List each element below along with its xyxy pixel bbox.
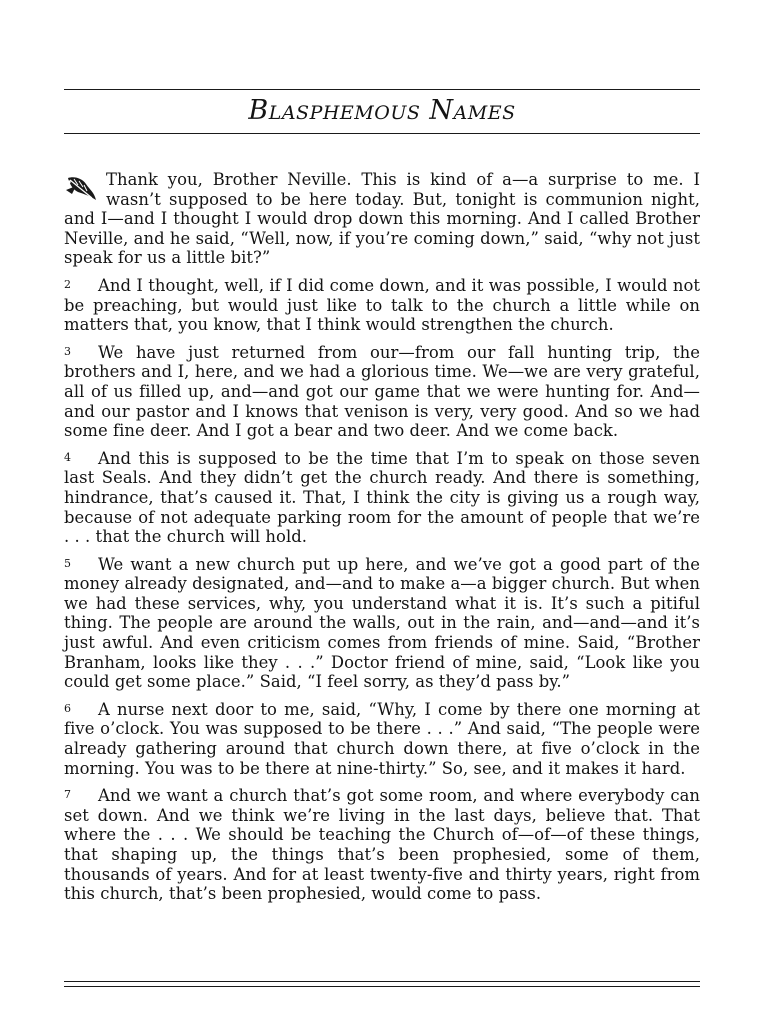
paragraph-text: We have just returned from our—from our fall hunting trip, the brothers and I, here, and we had a glorious time. We—we are very grateful, all of us filled up, and—and got our game that we were hunting for. And—and our pastor and I knows that venison is very, very good. And so we had some fine deer. And I got a bear and two deer. And we come back. <box>64 342 700 441</box>
paragraph-number: 6 <box>64 701 72 715</box>
paragraph-text: A nurse next door to me, said, “Why, I come by there one morning at five o’clock. You was supposed to be there . . .” And said, “The people were already gathering around that church down there, at five o’clock in the morning. You was to be there at nine-thirty.” So, see, and it makes it hard. <box>64 699 700 778</box>
paragraph-5 <box>64 554 700 692</box>
bottom-rule-upper <box>64 981 700 982</box>
paragraph-number: 7 <box>64 788 72 802</box>
paragraph-7 <box>64 785 700 904</box>
page-title: Blasphemous Names <box>248 95 516 126</box>
title-bottom-rule <box>64 133 700 134</box>
paragraph-1 <box>64 170 700 268</box>
paragraph-number: 3 <box>64 344 72 358</box>
paragraph-number: 4 <box>64 450 72 464</box>
quill-icon <box>64 172 98 204</box>
body-text <box>64 170 700 911</box>
bottom-rule-lower <box>64 986 700 987</box>
paragraph-text: And this is supposed to be the time that I’m to speak on those seven last Seals. And they didn’t get the church ready. And there is something, hindrance, that’s caused it. That, I think the city is giving us a rough way, because of not adequate parking room for the amount of people that we’re . . . that the church will hold. <box>64 448 700 547</box>
paragraph-number: 2 <box>64 277 72 291</box>
paragraph-2 <box>64 275 700 335</box>
paragraph-text: Thank you, Brother Neville. This is kind of a—a surprise to me. I wasn’t supposed to be here today. But, tonight is communion night, and I—and I thought I would drop down this morning. And I called Brother Neville, and he said, “Well, now, if you’re coming down,” said, “why not just speak for us a little bit?” <box>64 170 700 268</box>
paragraph-4 <box>64 448 700 547</box>
paragraph-text: And I thought, well, if I did come down, and it was possible, I would not be preaching, but would just like to talk to the church a little while on matters that, you know, that I think would strengthen the church. <box>64 275 700 335</box>
top-rule <box>64 89 700 90</box>
paragraph-text: We want a new church put up here, and we’ve got a good part of the money already designated, and—and to make a—a bigger church. But when we had these services, why, you understand what it is. It’s such a pitiful thing. The people are around the walls, out in the rain, and—and—and it’s just awful. And even criticism comes from friends of mine. Said, “Brother Branham, looks like they . . .” Doctor friend of mine, said, “Look like you could get some place.” Said, “I feel sorry, as they’d pass by.” <box>64 554 700 692</box>
paragraph-number: 5 <box>64 556 72 570</box>
paragraph-3 <box>64 342 700 441</box>
paragraph-text: And we want a church that’s got some room, and where everybody can set down. And we think we’re living in the last days, believe that. That where the . . . We should be teaching the Church of—of—of these things, that shaping up, the things that’s been prophesied, some of them, thousands of years. And for at least twenty-five and thirty years, right from this church, that’s been prophesied, would come to pass. <box>64 786 700 904</box>
paragraph-6 <box>64 699 700 778</box>
